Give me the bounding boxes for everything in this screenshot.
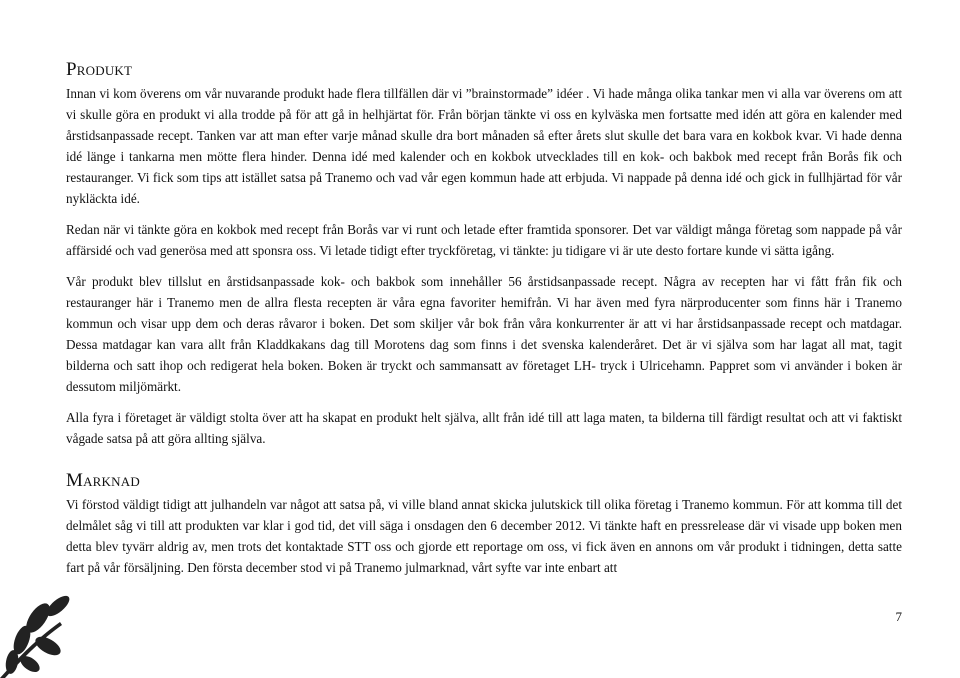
leaf-branch-icon (0, 578, 90, 678)
page-number: 7 (895, 609, 902, 624)
paragraph: Alla fyra i företaget är väldigt stolta över att ha skapat en produkt helt själva, allt från idé till att laga maten, ta bilderna till färdigt resultat och att vi faktiskt vågade satsa på att göra allting själva. (66, 410, 902, 446)
section-heading-marknad: Marknad (66, 470, 140, 491)
section-heading-produkt: Produkt (66, 59, 133, 80)
paragraph: Innan vi kom överens om vår nuvarande produkt hade flera tillfällen där vi ”brainstormade” idéer . Vi hade många olika tankar men vi alla var överens om att vi skulle göra en produkt vi alla trodde på för att gå in helhjärtat för. Från början tänkte vi oss en kylväska men fortsatte med idén att göra en kalender med årstidsanpassade recept. Tanken var att man efter varje månad skulle dra bort månaden så efter årets slut skulle det bara vara en kokbok kvar. Vi hade denna idé länge i tankarna men mötte flera hinder. Denna idé med kalender och en kokbok utvecklades till en kok- och bakbok med recept från Borås fik och restauranger. Vi fick som tips att istället satsa på Tranemo och vad vår egen kommun hade att erbjuda. Vi nappade på denna idé och gick in fullhjärtad för vår nykläckta idé. (66, 86, 902, 206)
document-body (66, 58, 902, 588)
paragraph: Vi förstod väldigt tidigt att julhandeln var något att satsa på, vi ville bland annat skicka julutskick till olika företag i Tranemo kommun. För att komma till det delmålet såg vi till att produkten var klar i god tid, det vill säga i onsdagen den 6 december 2012. Vi tänkte haft en pressrelease där vi visade upp boken men detta blev tyvärr aldrig av, men trots det kontaktade STT oss och gjorde ett reportage om oss, vi fick även en annons om vår produkt i tidningen, detta satte fart på vår försäljning. Den första december stod vi på Tranemo julmarknad, vårt syfte var inte enbart att (66, 497, 902, 575)
paragraph: Redan när vi tänkte göra en kokbok med recept från Borås var vi runt och letade efter framtida sponsorer. Det var väldigt många företag som nappade på vår affärsidé och vad generösa med att sponsra oss. Vi letade tidigt efter tryckföretag, vi tänkte: ju tidigare vi är ute desto fortare kunde vi sätta igång. (66, 222, 902, 258)
paragraph: Vår produkt blev tillslut en årstidsanpassade kok- och bakbok som innehåller 56 årstidsanpassade recept. Några av recepten har vi fått från fik och restauranger här i Tranemo men de allra flesta recepten är våra egna favoriter hemifrån. Vi har även med fyra närproducenter som finns här i Tranemo kommun och visar upp dem och deras råvaror i boken. Det som skiljer vår bok från våra konkurrenter är att vi har årstidsanpassade recept och matdagar. Dessa matdagar kan vara allt från Kladdkakans dag till Morotens dag som finns i det svenska kalenderåret. Det är vi själva som har lagat all mat, tagit bilderna och satt ihop och redigerat hela boken. Boken är tryckt och sammansatt av företaget LH- tryck i Ulricehamn. Pappret som vi använder i boken är dessutom miljömärkt. (66, 274, 902, 394)
